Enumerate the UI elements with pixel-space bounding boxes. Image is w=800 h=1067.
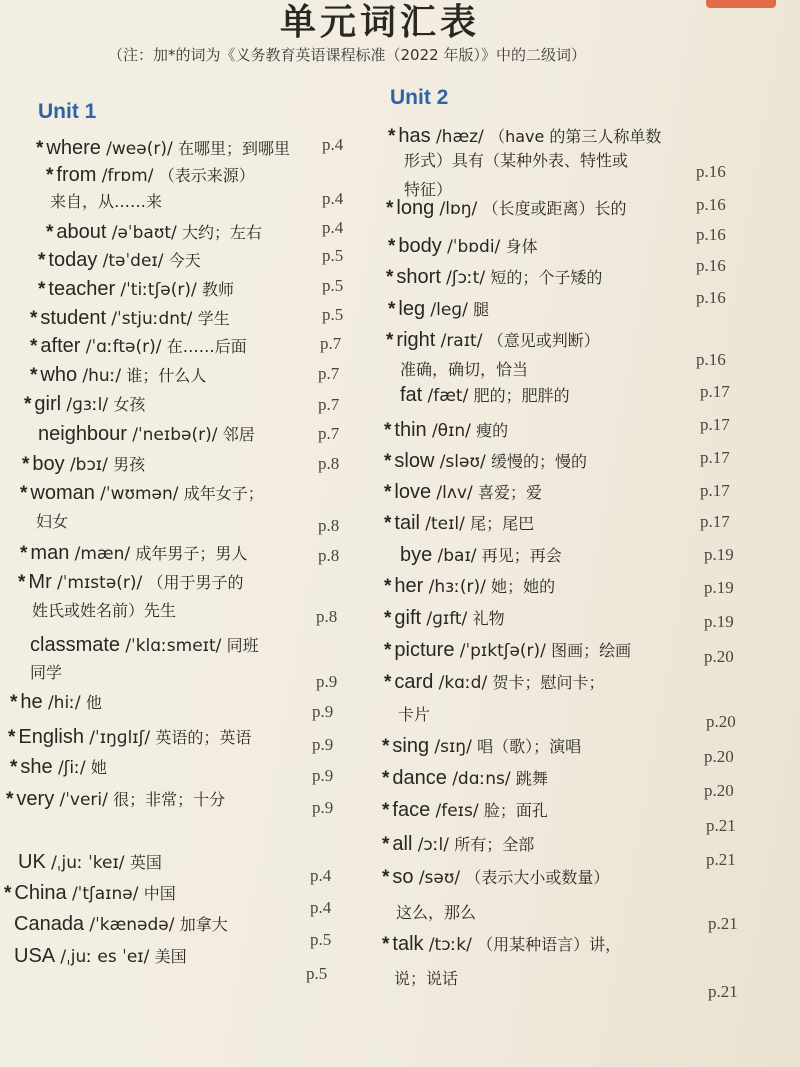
key-word-star: * [6, 789, 14, 810]
entry-word: gift [394, 607, 422, 629]
entry-meaning: 瘦的 [476, 421, 509, 440]
entry-meaning: 英语的；英语 [155, 728, 252, 747]
entry-page-ref: p.20 [706, 712, 736, 731]
key-word-star: * [386, 267, 394, 288]
entry-phonetic: /ɡɪft/ [426, 609, 468, 629]
entry-word: man [30, 542, 70, 564]
entry-meaning: 脸；面孔 [483, 801, 548, 820]
entry-page-ref: p.8 [318, 454, 340, 473]
entry-word: Canada [14, 913, 85, 935]
entry-meaning-continued: 姓氏或姓名前）先生 [32, 601, 177, 620]
unit2-entry [384, 671, 605, 694]
entry-meaning-continued: 卡片 [398, 705, 431, 724]
entry-meaning: 所有；全部 [454, 835, 535, 854]
entry-page-ref: p.20 [704, 781, 734, 800]
entry-page-ref: p.17 [700, 415, 730, 434]
unit2-entry [384, 450, 587, 473]
unit2-entry [384, 419, 508, 442]
key-word-star: * [20, 483, 28, 504]
entry-word: English [18, 726, 85, 748]
entry-phonetic: /leɡ/ [430, 300, 468, 320]
entry-word: body [398, 235, 442, 257]
entry-word: USA [14, 945, 56, 967]
entry-phonetic: /weə(r)/ [106, 139, 173, 159]
entry-meaning: 教师 [202, 280, 235, 299]
key-word-star: * [384, 451, 392, 472]
unit1-entry [36, 137, 290, 160]
entry-word: about [56, 221, 107, 243]
key-word-star: * [384, 513, 392, 534]
entry-meaning: 礼物 [472, 609, 505, 628]
key-word-star: * [388, 126, 396, 147]
entry-meaning: 他 [85, 693, 102, 712]
entry-phonetic: /ˌjuː ˈkeɪ/ [51, 853, 125, 873]
entry-meaning: 今天 [168, 251, 201, 270]
entry-page-ref: p.16 [696, 162, 726, 181]
entry-page-ref: p.4 [322, 135, 344, 154]
entry-page-ref: p.7 [320, 334, 342, 353]
key-word-star: * [388, 236, 396, 257]
entry-meaning: 英国 [129, 853, 162, 872]
entry-word: all [392, 833, 413, 855]
entry-meaning: 她 [90, 758, 107, 777]
unit1-entry [38, 278, 234, 301]
entry-page-ref: p.21 [706, 816, 736, 835]
entry-phonetic: /ˈbɒdi/ [447, 237, 501, 257]
entry-page-ref: p.16 [696, 256, 726, 275]
unit2-entry [384, 512, 534, 535]
key-word-star: * [18, 572, 26, 593]
key-word-star: * [4, 883, 12, 904]
unit1-entry [22, 453, 145, 476]
unit2-entry [388, 235, 538, 258]
entry-page-ref: p.9 [316, 672, 338, 691]
key-word-star: * [388, 299, 396, 320]
entry-phonetic: /səʊ/ [418, 868, 461, 888]
unit2-entry [382, 767, 548, 790]
entry-meaning: 大约；左右 [182, 223, 263, 242]
entry-phonetic: /ˌjuː es ˈeɪ/ [60, 947, 150, 967]
entry-phonetic: /fæt/ [427, 386, 469, 406]
entry-word: classmate [30, 634, 121, 656]
entry-meaning: 图画；绘画 [551, 641, 632, 660]
entry-word: she [20, 756, 53, 778]
entry-phonetic: /lʌv/ [436, 483, 473, 503]
entry-meaning-continued: 特征） [404, 180, 453, 199]
key-word-star: * [382, 736, 390, 757]
key-word-star: * [10, 692, 18, 713]
entry-word: talk [392, 933, 424, 955]
entry-phonetic: /ɡɜːl/ [66, 395, 109, 415]
entry-word: love [394, 481, 432, 503]
entry-word: neighbour [38, 423, 127, 445]
entry-meaning: 尾；尾巴 [470, 514, 535, 533]
unit2-entry [386, 266, 602, 289]
unit1-entry [14, 913, 228, 936]
unit1-entry [18, 571, 244, 594]
unit2-entry [386, 197, 627, 220]
entry-page-ref: p.8 [318, 516, 340, 535]
unit1-entry [24, 393, 145, 416]
entry-phonetic: /əˈbaʊt/ [111, 223, 177, 243]
unit2-entry [400, 384, 570, 407]
entry-phonetic: /θɪn/ [431, 421, 471, 441]
entry-word: picture [394, 639, 455, 661]
entry-meaning: 贺卡；慰问卡； [492, 673, 605, 692]
entry-meaning: 再见；再会 [481, 546, 562, 565]
entry-page-ref: p.5 [322, 246, 344, 265]
unit2-entry [388, 125, 661, 148]
unit1-entry [30, 335, 247, 358]
entry-meaning: 唱（歌）；演唱 [477, 737, 582, 756]
unit2-entry [382, 933, 621, 956]
entry-word: from [56, 164, 97, 186]
entry-page-ref: p.9 [312, 702, 334, 721]
entry-meaning: 男孩 [113, 455, 146, 474]
entry-meaning: （用于男子的 [147, 573, 244, 592]
entry-word: her [394, 575, 424, 597]
entry-word: teacher [48, 278, 116, 300]
entry-page-ref: p.20 [704, 747, 734, 766]
entry-word: today [48, 249, 98, 271]
key-word-star: * [382, 800, 390, 821]
entry-phonetic: /mæn/ [74, 544, 131, 564]
entry-word: dance [392, 767, 447, 789]
entry-meaning: （用某种语言）讲， [477, 935, 622, 954]
key-word-star: * [384, 420, 392, 441]
key-word-star: * [38, 279, 46, 300]
key-word-star: * [384, 640, 392, 661]
entry-word: long [396, 197, 435, 219]
entry-page-ref: p.8 [318, 546, 340, 565]
entry-meaning: 美国 [154, 947, 187, 966]
key-word-star: * [384, 672, 392, 693]
entry-word: right [396, 329, 436, 351]
unit1-entry [38, 423, 255, 446]
unit1-entry [30, 307, 230, 330]
entry-meaning: （表示大小或数量） [465, 868, 610, 887]
entry-word: fat [400, 384, 423, 406]
entry-meaning: （意见或判断） [487, 331, 600, 350]
entry-word: thin [394, 419, 427, 441]
unit2-entry [384, 575, 555, 598]
key-word-star: * [30, 336, 38, 357]
key-word-star: * [10, 757, 18, 778]
entry-page-ref: p.7 [318, 395, 340, 414]
entry-phonetic: /ˈstjuːdnt/ [111, 309, 193, 329]
entry-meaning: 在哪里；到哪里 [177, 139, 290, 158]
entry-meaning-continued: 准确，确切，恰当 [400, 360, 529, 379]
entry-word: short [396, 266, 441, 288]
entry-phonetic: /ˈkænədə/ [89, 915, 175, 935]
unit2-entry [382, 833, 534, 856]
entry-phonetic: /ˈmɪstə(r)/ [57, 573, 143, 593]
entry-meaning: 跳舞 [515, 769, 548, 788]
entry-meaning: 在……后面 [166, 337, 247, 356]
entry-page-ref: p.19 [704, 612, 734, 631]
unit1-entry [30, 634, 259, 657]
key-word-star: * [382, 834, 390, 855]
key-word-star: * [20, 543, 28, 564]
key-word-star: * [382, 768, 390, 789]
entry-page-ref: p.4 [310, 898, 332, 917]
entry-page-ref: p.16 [696, 195, 726, 214]
entry-page-ref: p.16 [696, 225, 726, 244]
entry-page-ref: p.20 [704, 647, 734, 666]
unit1-entry [18, 851, 162, 874]
entry-phonetic: /sləʊ/ [439, 452, 486, 472]
entry-page-ref: p.19 [704, 578, 734, 597]
unit2-entry [384, 639, 631, 662]
entry-word: card [394, 671, 434, 693]
entry-page-ref: p.17 [700, 512, 730, 531]
key-word-star: * [384, 576, 392, 597]
entry-meaning-continued: 同学 [30, 663, 63, 682]
entry-phonetic: /ˈneɪbə(r)/ [132, 425, 218, 445]
entry-page-ref: p.5 [322, 305, 344, 324]
entry-phonetic: /sɪŋ/ [434, 737, 472, 757]
unit2-entry [382, 735, 581, 758]
entry-page-ref: p.9 [312, 766, 334, 785]
entry-page-ref: p.7 [318, 364, 340, 383]
entry-page-ref: p.21 [708, 914, 738, 933]
entry-meaning: 她；她的 [491, 577, 556, 596]
unit-2-heading: Unit 2 [390, 86, 449, 109]
entry-page-ref: p.4 [322, 189, 344, 208]
unit2-entry [382, 866, 609, 889]
entry-word: where [46, 137, 101, 159]
entry-word: student [40, 307, 107, 329]
entry-word: sing [392, 735, 430, 757]
entry-meaning: 女孩 [113, 395, 146, 414]
entry-phonetic: /lɒŋ/ [439, 199, 478, 219]
entry-meaning: 加拿大 [179, 915, 228, 934]
entry-page-ref: p.5 [310, 930, 332, 949]
entry-page-ref: p.21 [706, 850, 736, 869]
unit-1-heading: Unit 1 [38, 100, 97, 123]
entry-word: girl [34, 393, 62, 415]
unit1-entry [20, 542, 247, 565]
entry-page-ref: p.17 [700, 382, 730, 401]
entry-phonetic: /hɜː(r)/ [428, 577, 486, 597]
entry-phonetic: /hiː/ [47, 693, 81, 713]
entry-phonetic: /raɪt/ [440, 331, 483, 351]
entry-meaning: （have 的第三人称单数 [489, 127, 662, 146]
entry-phonetic: /dɑːns/ [452, 769, 511, 789]
entry-meaning: 肥的；肥胖的 [473, 386, 570, 405]
entry-meaning-continued: 形式）具有（某种外表、特性或 [404, 151, 629, 170]
key-word-star: * [46, 222, 54, 243]
entry-phonetic: /təˈdeɪ/ [102, 251, 164, 271]
unit1-entry [20, 482, 264, 505]
entry-meaning: 腿 [473, 300, 490, 319]
entry-meaning: 学生 [197, 309, 230, 328]
entry-page-ref: p.4 [310, 866, 332, 885]
entry-phonetic: /ˈveri/ [59, 790, 108, 810]
entry-meaning: 很；非常；十分 [113, 790, 226, 809]
entry-page-ref: p.19 [704, 545, 734, 564]
entry-word: he [20, 691, 43, 713]
entry-word: woman [30, 482, 95, 504]
entry-page-ref: p.17 [700, 481, 730, 500]
entry-word: has [398, 125, 431, 147]
entry-phonetic: /teɪl/ [425, 514, 465, 534]
unit1-entry [38, 249, 201, 272]
entry-page-ref: p.16 [696, 350, 726, 369]
entry-word: bye [400, 544, 433, 566]
unit2-entry [384, 481, 542, 504]
entry-phonetic: /baɪ/ [437, 546, 477, 566]
unit2-entry [386, 329, 600, 352]
entry-phonetic: /kɑːd/ [438, 673, 488, 693]
entry-page-ref: p.5 [306, 964, 328, 983]
entry-page-ref: p.8 [316, 607, 338, 626]
entry-meaning: 喜爱；爱 [477, 483, 542, 502]
entry-meaning: 短的；个子矮的 [490, 268, 603, 287]
entry-phonetic: /feɪs/ [435, 801, 479, 821]
unit1-entry [46, 164, 255, 187]
entry-meaning: （长度或距离）长的 [482, 199, 627, 218]
unit1-entry [6, 788, 225, 811]
entry-phonetic: /frɒm/ [101, 166, 154, 186]
entry-page-ref: p.17 [700, 448, 730, 467]
entry-phonetic: /ʃiː/ [57, 758, 86, 778]
entry-meaning: 谁；什么人 [126, 366, 207, 385]
entry-phonetic: /ˈtiːtʃə(r)/ [120, 280, 197, 300]
unit1-entry [14, 945, 187, 968]
entry-phonetic: /huː/ [82, 366, 122, 386]
unit2-entry [388, 298, 489, 321]
entry-phonetic: /ˈwʊmən/ [100, 484, 179, 504]
entry-meaning: （表示来源） [158, 166, 255, 185]
entry-page-ref: p.16 [696, 288, 726, 307]
entry-phonetic: /ʃɔːt/ [446, 268, 486, 288]
entry-word: slow [394, 450, 435, 472]
key-word-star: * [384, 608, 392, 629]
entry-word: very [16, 788, 55, 810]
entry-meaning: 身体 [505, 237, 538, 256]
page-title: 单元词汇表 [279, 1, 480, 43]
entry-phonetic: /hæz/ [435, 127, 484, 147]
unit1-entry [10, 756, 107, 779]
entry-meaning: 成年女子； [183, 484, 264, 503]
entry-page-ref: p.4 [322, 218, 344, 237]
entry-phonetic: /ˈɪŋɡlɪʃ/ [89, 728, 151, 748]
entry-phonetic: /ˈtʃaɪnə/ [71, 884, 139, 904]
entry-meaning-continued: 来自，从……来 [50, 192, 163, 211]
entry-word: UK [18, 851, 46, 873]
unit1-entry [4, 882, 176, 905]
entry-page-ref: p.9 [312, 735, 334, 754]
entry-meaning: 邻居 [222, 425, 255, 444]
entry-word: Mr [28, 571, 52, 593]
page-note: （注：加*的词为《义务教育英语课程标准（2022 年版）》中的二级词） [108, 46, 586, 64]
key-word-star: * [30, 308, 38, 329]
key-word-star: * [30, 365, 38, 386]
key-word-star: * [384, 482, 392, 503]
key-word-star: * [386, 330, 394, 351]
entry-phonetic: /ˈpɪktʃə(r)/ [459, 641, 546, 661]
entry-phonetic: /ˈklɑːsmeɪt/ [125, 636, 222, 656]
entry-word: so [392, 866, 414, 888]
entry-meaning: 同班 [226, 636, 259, 655]
unit1-entry [46, 221, 262, 244]
entry-word: face [392, 799, 431, 821]
unit1-entry [10, 691, 102, 714]
entry-phonetic: /ɔːl/ [417, 835, 449, 855]
unit1-entry [30, 364, 206, 387]
entry-word: tail [394, 512, 420, 534]
entry-word: China [14, 882, 67, 904]
entry-page-ref: p.7 [318, 424, 340, 443]
entry-page-ref: p.21 [708, 982, 738, 1001]
entry-phonetic: /tɔːk/ [428, 935, 472, 955]
entry-meaning: 中国 [143, 884, 176, 903]
entry-meaning: 成年男子；男人 [135, 544, 248, 563]
unit1-entry [8, 726, 251, 749]
entry-page-ref: p.5 [322, 276, 344, 295]
entry-meaning-continued: 妇女 [36, 512, 69, 531]
unit2-entry [382, 799, 548, 822]
key-word-star: * [46, 165, 54, 186]
entry-meaning-continued: 这么，那么 [396, 903, 477, 922]
unit2-entry [400, 544, 562, 567]
key-word-star: * [382, 934, 390, 955]
entry-phonetic: /ˈɑːftə(r)/ [85, 337, 162, 357]
key-word-star: * [386, 198, 394, 219]
entry-page-ref: p.9 [312, 798, 334, 817]
entry-word: leg [398, 298, 426, 320]
key-word-star: * [38, 250, 46, 271]
entry-meaning-continued: 说；说话 [394, 969, 459, 988]
entry-phonetic: /bɔɪ/ [69, 455, 108, 475]
key-word-star: * [382, 867, 390, 888]
key-word-star: * [24, 394, 32, 415]
key-word-star: * [8, 727, 16, 748]
entry-word: after [40, 335, 81, 357]
entry-word: who [40, 364, 78, 386]
unit2-entry [384, 607, 505, 630]
entry-meaning: 缓慢的；慢的 [490, 452, 587, 471]
key-word-star: * [36, 138, 44, 159]
key-word-star: * [22, 454, 30, 475]
entry-word: boy [32, 453, 65, 475]
